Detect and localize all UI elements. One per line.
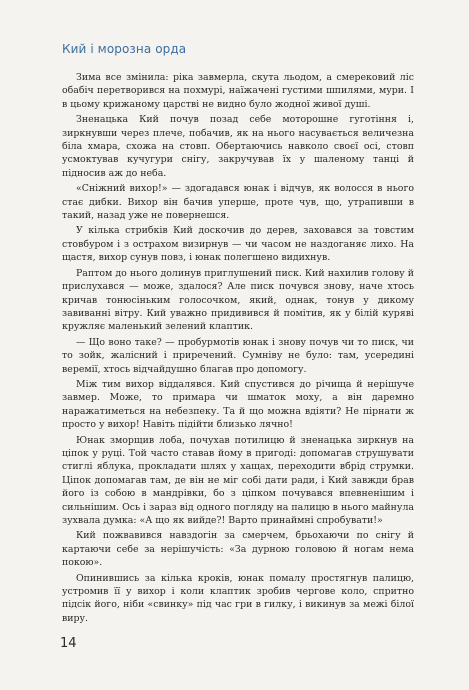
paragraph: Зима все змінила: ріка завмерла, скута льодом, а смерековий ліс обабіч перетворився на похмурі, наїжачені густими шпилями, мури. І в цьому крижаному царстві не видно було жодної живої душі. (62, 72, 414, 110)
paragraph: У кілька стрибків Кий доскочив до дерев, заховався за товстим стовбуром і з острахом визирнув — чи часом не наздоганяє лихо. На щастя, вихор сунув повз, і юнак полегшено видихнув. (62, 225, 414, 264)
paragraph: Опинившись за кілька кроків, юнак помалу простягнув палицю, устромив її у вихор і коли клаптик зробив чергове коло, спритно підсік його, ніби «свинку» під час гри в гилку, і викинув за межі білої виру. (62, 572, 414, 624)
paragraph: Юнак зморщив лоба, почухав потилицю й зненацька зиркнув на ціпок у руці. Той часто ставав йому в пригоді: допомагав струшувати стиглі яблука, прокладати шлях у хащах, переходити вбрід струмки. Ціпок допомагав там, де він не міг собі дати ради, і Кий завжди брав його із собою в мандрівки, бо з ціпком почувався впевненішим і сильнішим. Ось і зараз від одного погляду на палицю в нього майнула зухвала думка: «А що як вийде?! Варто принаймні спробувати!» (62, 434, 414, 526)
paragraph: — Що воно таке? — пробурмотів юнак і знову почув чи то писк, чи то зойк, жалісний і приречений. Сумніву не було: там, усередині веремії, хтось відчайдушно благав про допомогу. (62, 336, 414, 375)
paragraph: Між тим вихор віддалявся. Кий спустився до річища й нерішуче завмер. Може, то примара чи шматок моху, а він даремно наражатиметься на небезпеку. Та й що можна вдіяти? Не пірнати ж просто у вихор! Навіть підійти близько лячно! (62, 378, 414, 431)
page-number: 14 (60, 636, 77, 651)
paragraph: Зненацька Кий почув позад себе моторошне гуготіння і, зиркнувши через плече, побачив, як на нього насувається величезна біла хмара, схожа на стовп. Обертаючись навколо своєї осі, стовп усмоктував кучугури снігу, закручував їх у шаленому танці й підносив аж до неба. (62, 114, 414, 179)
body-text (62, 71, 414, 627)
paragraph: Раптом до нього долинув приглушений писк. Кий нахилив голову й прислухався — може, здалося? Але писк почувся знову, наче хтось кричав тонюсіньким голосочком, який, однак, тонув у дикому завиванні вітру. Кий уважно придивився й помітив, як у білій куряві кружляє маленький зелений клаптик. (62, 267, 414, 333)
running-title: Кий і морозна орда (62, 42, 187, 56)
paragraph: «Сніжний вихор!» — здогадався юнак і відчув, як волосся в нього стає дибки. Вихор він бачив уперше, проте чув, що, утрапивши в такий, назад уже не повернешся. (62, 183, 414, 222)
paragraph: Кий пожвавився навздогін за смерчем, брьохаючи по снігу й картаючи себе за нерішучість: «За дурною головою й ногам нема покою». (62, 530, 414, 569)
